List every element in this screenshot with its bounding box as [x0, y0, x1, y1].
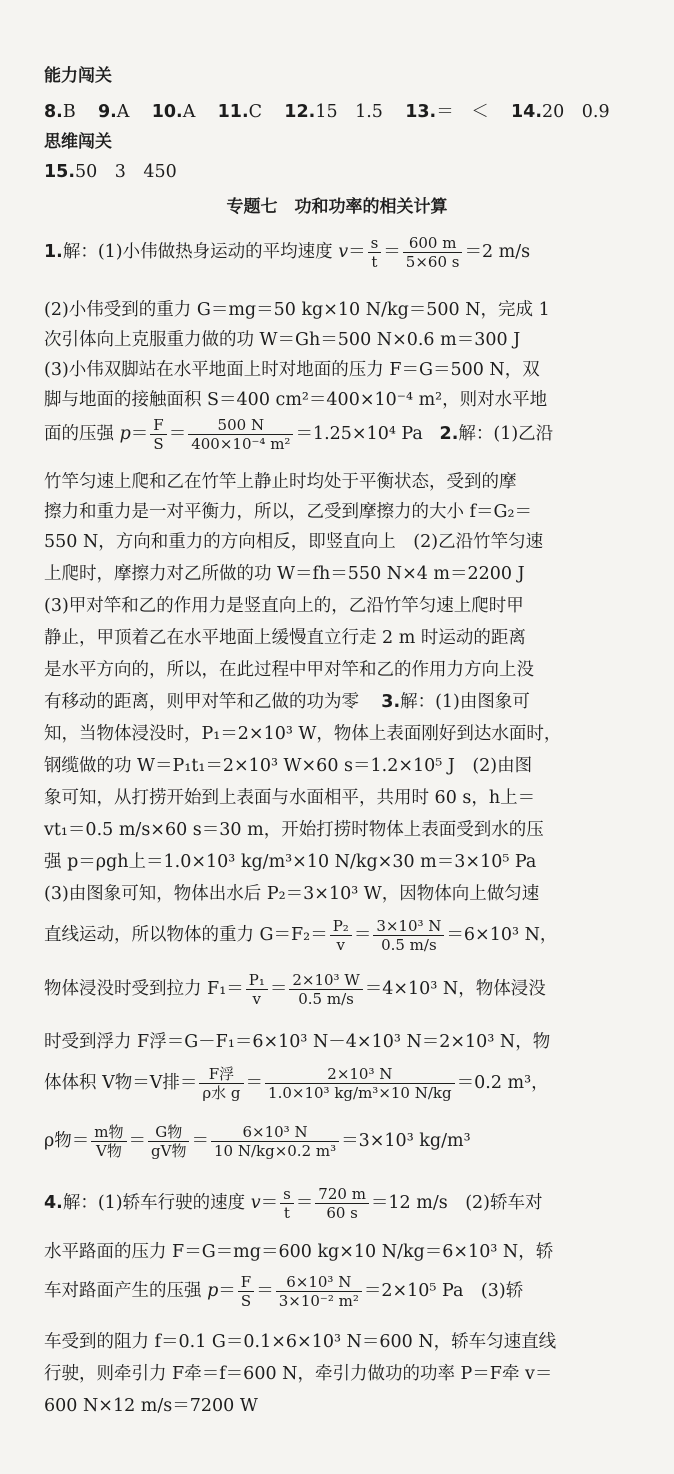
fraction	[330, 917, 352, 954]
denominator: v	[252, 990, 262, 1008]
p2-line-3: 550 N，方向和重力的方向相反，即竖直向上 (2)乙沿竹竿匀速	[44, 532, 544, 552]
fraction	[91, 1123, 126, 1160]
p1-line-3: 次引体向上克服重力做的功 W＝Gh＝500 N×0.6 m＝300 J	[44, 330, 521, 350]
q-answer: 15 1.5	[315, 102, 383, 122]
problem-number: 4.	[44, 1193, 63, 1213]
text: ＝6×10³ N，	[446, 925, 558, 945]
denominator: S	[240, 1292, 252, 1310]
denominator: 5×60 s	[405, 253, 460, 271]
q-number: 10.	[151, 102, 183, 122]
p2-line-4: 上爬时，摩擦力对乙所做的功 W＝fh＝550 N×4 m＝2200 J	[44, 564, 525, 584]
text: 车对路面产生的压强	[44, 1281, 202, 1301]
p2-line-7: 是水平方向的，所以，在此过程中甲对竿和乙的作用力方向上没	[44, 660, 534, 680]
denominator: v	[336, 936, 345, 954]
q-answer: ＝ ＜	[436, 102, 489, 122]
text: ＝1.25×10⁴ Pa	[295, 424, 423, 444]
p2-line-5: (3)甲对竿和乙的作用力是竖直向上的，乙沿竹竿匀速上爬时甲	[44, 596, 524, 616]
fraction	[246, 971, 268, 1008]
p2-line-6: 静止，甲顶着乙在水平地面上缓慢直立行走 2 m 时运动的距离	[44, 628, 526, 648]
text: 解：(1)乙沿	[458, 424, 554, 444]
text: 面的压强	[44, 424, 114, 444]
denominator: 400×10⁻⁴ m²	[191, 435, 291, 453]
text: 直线运动，所以物体的重力 G＝F₂＝	[44, 925, 328, 945]
text: ρ物＝	[44, 1131, 90, 1151]
q-answer: C	[248, 102, 263, 122]
text: 解：(1)由图象可	[400, 692, 530, 712]
q-number: 8.	[44, 102, 63, 122]
text: 解：(1)轿车行驶的速度	[62, 1193, 246, 1213]
p3-line-1: 知，当物体浸没时，P₁＝2×10³ W，物体上表面刚好到达水面时，	[44, 724, 562, 744]
p1-line-5: 脚与地面的接触面积 S＝400 cm²＝400×10⁻⁴ m²，则对水平地	[44, 390, 548, 410]
p3-line-3: 象可知，从打捞开始到上表面与水面相平，共用时 60 s，h上＝	[44, 788, 536, 808]
q-number: 11.	[217, 102, 249, 122]
numerator: 2×10³ N	[265, 1065, 455, 1084]
numerator: F	[238, 1273, 254, 1292]
p3-line-9: 时受到浮力 F浮＝G－F₁＝6×10³ N－4×10³ N＝2×10³ N，物	[44, 1032, 551, 1052]
q-number: 13.	[405, 102, 437, 122]
denominator: 0.5 m/s	[298, 990, 354, 1008]
denominator: t	[283, 1204, 290, 1222]
text: ＝0.2 m³，	[456, 1073, 549, 1093]
q-answer: 50 3 450	[75, 162, 177, 182]
denominator: S	[153, 435, 164, 453]
p4-line-5: 行驶，则牵引力 F牵＝f＝600 N，牵引力做功的功率 P＝F牵 v＝	[44, 1364, 553, 1384]
section-heading-thinking: 思维闯关	[44, 132, 112, 152]
p3-line-4: vt₁＝0.5 m/s×60 s＝30 m，开始打捞时物体上表面受到水的压	[44, 820, 544, 840]
p3-line-5: 强 p＝ρgh上＝1.0×10³ kg/m³×10 N/kg×30 m＝3×10⁵ Pa	[44, 852, 537, 872]
fraction	[289, 971, 362, 1008]
text: ＝2 m/s	[464, 242, 531, 262]
fraction	[148, 1123, 189, 1160]
numerator: 6×10³ N	[211, 1123, 339, 1142]
fraction	[276, 1273, 362, 1310]
fraction	[315, 1185, 369, 1222]
numerator: P₁	[246, 971, 268, 990]
p4-line-3: 车对路面产生的压强 p＝ $\frac{F}{S}$ ＝ $\frac{\text{6×10³ N}}{\text{3×10⁻² m²}}$ ＝2×10⁵ Pa (3)轿	[44, 1273, 524, 1310]
section-heading-ability: 能力闯关	[44, 66, 112, 86]
p4-line-1: 4.解：(1)轿车行驶的速度 v＝ $\frac{s}{t}$ ＝ $\frac{720 m}{60 s}$ ＝12 m/s (2)轿车对	[44, 1185, 543, 1222]
p2-line-1: 竹竿匀速上爬和乙在竹竿上静止时均处于平衡状态，受到的摩	[44, 472, 517, 492]
numerator: 2×10³ W	[289, 971, 362, 990]
p3-line-2: 钢缆做的功 W＝P₁t₁＝2×10³ W×60 s＝1.2×10⁵ J (2)由图	[44, 756, 533, 776]
p3-line-11: ρ物＝ $\frac{\text{m物}}{\text{V物}}$ ＝ $\frac{\text{G物}}{\text{gV物}}$ ＝ $\frac{\text{6×10³ N}}{\text{10 N/kg×0.2 m³}}$ ＝3×10³ kg/m³	[44, 1123, 471, 1160]
text: ＝2×10⁵ Pa (3)轿	[363, 1281, 524, 1301]
text: 有移动的距离，则甲对竿和乙做的功为零	[44, 692, 359, 712]
topic-title: 专题七 功和功率的相关计算	[226, 197, 448, 217]
fraction	[238, 1273, 254, 1310]
q-answer: A	[116, 102, 130, 122]
q-answer: B	[62, 102, 76, 122]
denominator: V物	[95, 1142, 122, 1160]
text: 解：(1)小伟做热身运动的平均速度	[62, 242, 333, 262]
numerator: 720 m	[315, 1185, 369, 1204]
fraction	[373, 917, 444, 954]
denominator: 60 s	[326, 1204, 358, 1222]
q-answer: 20 0.9	[541, 102, 610, 122]
numerator: G物	[148, 1123, 189, 1142]
text: 物体浸没时受到拉力 F₁＝	[44, 979, 244, 999]
q-number: 14.	[510, 102, 542, 122]
p1-line-2: (2)小伟受到的重力 G＝mg＝50 kg×10 N/kg＝500 N，完成 1	[44, 300, 550, 320]
numerator: 3×10³ N	[373, 917, 444, 936]
numerator: F浮	[199, 1065, 243, 1084]
p1-line-1: 1.解：(1)小伟做热身运动的平均速度 v＝ $\frac{s}{t}$ ＝ $\frac{600 m}{5\times 60 s}$ ＝2 m/s	[44, 234, 531, 271]
text: 体体积 V物＝V排＝	[44, 1073, 198, 1093]
p4-line-4: 车受到的阻力 f＝0.1 G＝0.1×6×10³ N＝600 N，轿车匀速直线	[44, 1332, 557, 1352]
answer-row-2	[44, 160, 644, 184]
text: ＝4×10³ N，物体浸没	[364, 979, 546, 999]
denominator: 10 N/kg×0.2 m³	[213, 1142, 337, 1160]
numerator: 6×10³ N	[276, 1273, 362, 1292]
p3-line-7: 直线运动，所以物体的重力 G＝F₂＝ $\frac{\text{P₂}}{v}$ ＝ $\frac{\text{3×10³ N}}{0.5 m/s}$ ＝6×10³ N，	[44, 917, 558, 954]
q-number: 9.	[97, 102, 117, 122]
denominator: ρ水 g	[202, 1084, 241, 1102]
fraction	[280, 1185, 294, 1222]
numerator: s	[280, 1185, 294, 1204]
fraction	[150, 416, 166, 453]
fraction	[211, 1123, 339, 1160]
q-answer: A	[182, 102, 196, 122]
denominator: 0.5 m/s	[381, 936, 437, 954]
numerator: 500 N	[188, 416, 293, 435]
problem-number: 3.	[381, 692, 401, 712]
p4-line-2: 水平路面的压力 F＝G＝mg＝600 kg×10 N/kg＝6×10³ N，轿	[44, 1242, 554, 1262]
p3-line-8: 物体浸没时受到拉力 F₁＝ $\frac{\text{P₁}}{v}$ ＝ $\frac{\text{2×10³ W}}{0.5 m/s}$ ＝4×10³ N，物体浸没	[44, 971, 546, 1008]
denominator: gV物	[151, 1142, 187, 1160]
p3-line-10: 体体积 V物＝V排＝ $\frac{\text{F浮}}{\text{ρ水 g}}$ ＝ $\frac{\text{2×10³ N}}{\text{1.0×10³ kg/m³×10 N/kg}}$ ＝0.2 m³，	[44, 1065, 549, 1102]
text: ＝3×10³ kg/m³	[341, 1131, 471, 1151]
denominator: 1.0×10³ kg/m³×10 N/kg	[268, 1084, 452, 1102]
p2-line-2: 擦力和重力是一对平衡力，所以，乙受到摩擦力的大小 f＝G₂＝	[44, 502, 533, 522]
p4-line-6: 600 N×12 m/s＝7200 W	[44, 1396, 258, 1416]
problem-number: 2.	[439, 424, 459, 444]
numerator: 600 m	[403, 234, 463, 253]
fraction	[199, 1065, 243, 1102]
fraction	[265, 1065, 455, 1102]
numerator: P₂	[330, 917, 352, 936]
text: ＝12 m/s (2)轿车对	[370, 1193, 543, 1213]
q-number: 12.	[284, 102, 316, 122]
numerator: s	[368, 234, 382, 253]
p1-line-4: (3)小伟双脚站在水平地面上时对地面的压力 F＝G＝500 N，双	[44, 360, 540, 380]
denominator: t	[371, 253, 378, 271]
fraction	[368, 234, 382, 271]
p3-line-6: (3)由图象可知，物体出水后 P₂＝3×10³ W，因物体向上做匀速	[44, 884, 540, 904]
numerator: m物	[91, 1123, 126, 1142]
answer-row-1	[44, 100, 644, 124]
numerator: F	[150, 416, 166, 435]
fraction	[403, 234, 463, 271]
p1-line-6: 面的压强 p＝ $\frac{F}{S}$ ＝ $\frac{500 N}{\text{400×10⁻⁴ m²}}$ ＝1.25×10⁴ Pa 2.解：(1)乙沿	[44, 416, 554, 453]
problem-number: 1.	[44, 242, 63, 262]
p2-line-8	[44, 690, 644, 714]
fraction	[188, 416, 293, 453]
q-number: 15.	[44, 162, 76, 182]
denominator: 3×10⁻² m²	[278, 1292, 359, 1310]
